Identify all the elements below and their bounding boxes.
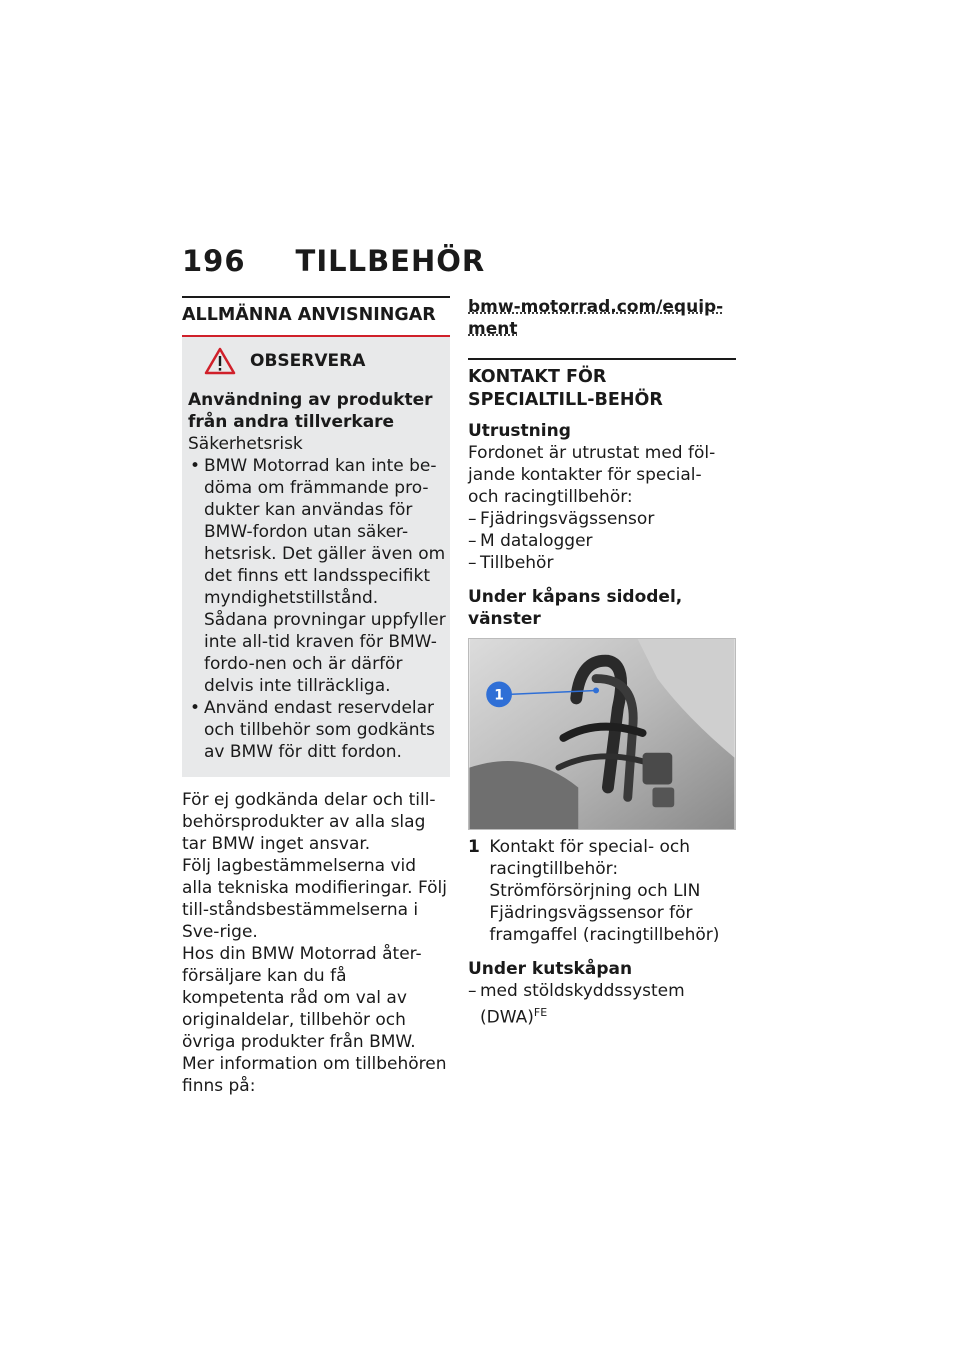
risk-text: Säkerhetsrisk <box>188 434 303 454</box>
page-title: TILLBEHÖR <box>295 244 486 278</box>
callout-number: 1 <box>494 687 504 704</box>
page-header <box>182 244 485 278</box>
equipment-list <box>468 508 736 574</box>
legend-line: Fjädringsvägssensor för framgaffel (racingtillbehör) <box>489 903 720 945</box>
list-item: • BMW Motorrad kan inte be-döma om främmande pro-dukter kan användas för BMW-fordon utan säker-hetsrisk. Det gäller även om det finns ett landsspecifikt myndighetstillstånd. Sådana provningar uppfyller inte all-tid kraven för BMW-fordo-nen och är därför delvis inte tillräckliga. <box>188 455 446 697</box>
dwa-superscript: FE <box>533 1006 548 1019</box>
warning-triangle-icon <box>204 347 236 375</box>
list-item: – Tillbehör <box>468 552 736 574</box>
dwa-line <box>468 1002 736 1029</box>
seat-cover-heading: Under kutskåpan <box>468 959 633 979</box>
paragraph: Hos din BMW Motorrad åter-försäljare kan du få kompetenta råd om val av originaldelar, tillbehör och övriga produkter från BMW. <box>182 944 422 1052</box>
list-item: – Fjädringsvägssensor <box>468 508 736 530</box>
caution-heading <box>188 389 446 433</box>
section-title-contact: KONTAKT FÖR SPECIALTILL-BEHÖR <box>468 358 736 412</box>
connector-photo <box>468 638 736 830</box>
list-item: • Använd endast reservdelar och tillbehör som godkänts av BMW för ditt fordon. <box>188 697 446 763</box>
photo-legend <box>468 836 736 946</box>
page-number: 196 <box>182 244 246 278</box>
caution-label: OBSERVERA <box>250 351 366 371</box>
legend-line: Kontakt för special- och racingtillbehör: <box>489 837 691 879</box>
list-item: – med stöldskyddssystem <box>468 980 736 1002</box>
caution-header <box>204 347 446 375</box>
dwa-label: (DWA) <box>480 1007 534 1028</box>
caution-bullet-list <box>188 455 446 763</box>
paragraph: Följ lagbestämmelserna vid alla tekniska modifieringar. Följ till-ståndsbestämmelserna i Sve-rige. <box>182 856 447 942</box>
caution-heading-line-2: från andra tillverkare <box>188 412 395 432</box>
left-column <box>182 296 450 1097</box>
paragraph: För ej godkända delar och till-behörsprodukter av alla slag tar BMW inget ansvar. <box>182 790 436 854</box>
list-item: – M datalogger <box>468 530 736 552</box>
paragraph: Mer information om tillbehören finns på: <box>182 1054 447 1096</box>
side-cover-heading: Under kåpans sidodel, vänster <box>468 587 683 629</box>
caution-note <box>182 337 450 777</box>
equipment-text: Fordonet är utrustat med föl-jande kontakter för special- och racingtillbehör: <box>468 443 716 507</box>
right-column <box>468 296 736 1029</box>
legend-text <box>489 836 736 946</box>
equipment-heading: Utrustning <box>468 421 571 441</box>
caution-heading-line-1: Användning av produkter <box>188 390 433 410</box>
section-title-general: ALLMÄNNA ANVISNINGAR <box>182 296 450 327</box>
seat-cover-list <box>468 980 736 1002</box>
accessories-link[interactable]: bmw-motorrad.com/equip-ment <box>468 297 724 339</box>
legend-line: Strömförsörjning och LIN <box>489 881 701 901</box>
legend-key: 1 <box>468 837 480 857</box>
